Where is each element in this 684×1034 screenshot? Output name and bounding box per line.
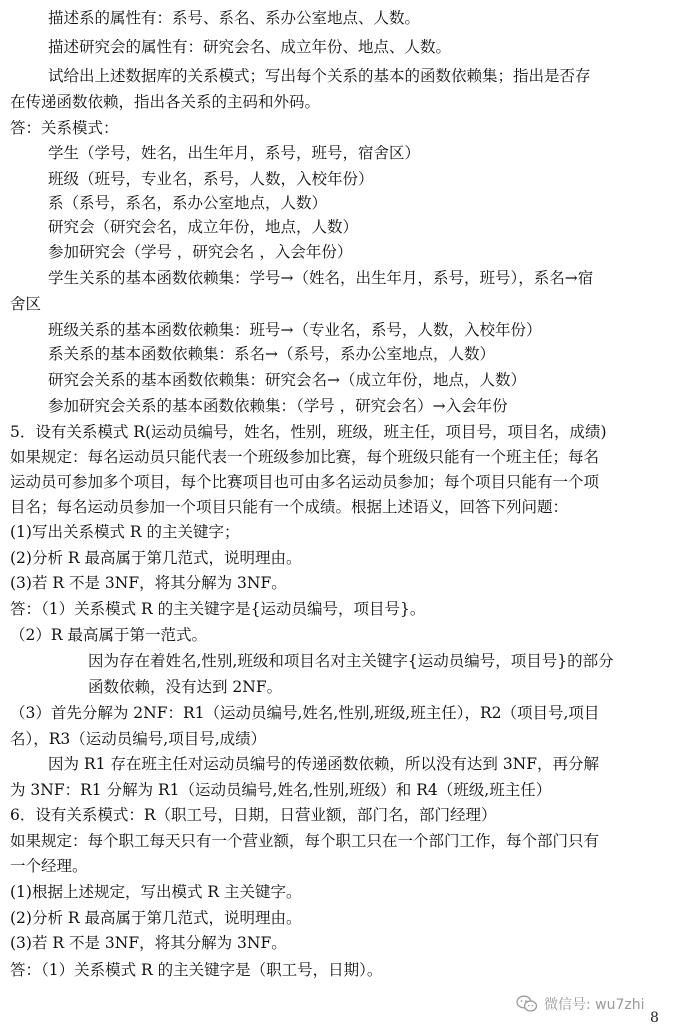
text-line: 函数依赖，没有达到 2NF。 (88, 678, 283, 696)
text-line: 因为存在着姓名,性别,班级和项目名对主关键字{运动员编号，项目号}的部分 (88, 652, 614, 670)
text-line: 为 3NF：R1 分解为 R1（运动员编号,姓名,性别,班级）和 R4（班级,班主任） (10, 781, 552, 799)
text-line: 因为 R1 存在班主任对运动员编号的传递函数依赖，所以没有达到 3NF，再分解 (48, 755, 599, 773)
text-line: 如果规定：每个职工每天只有一个营业额，每个职工只在一个部门工作，每个部门只有 (10, 832, 600, 850)
text-line: (3)若 R 不是 3NF，将其分解为 3NF。 (10, 934, 287, 952)
text-line: 描述研究会的属性有：研究会名、成立年份、地点、人数。 (48, 38, 452, 56)
text-line: 研究会（研究会名，成立年份，地点，人数） (48, 218, 359, 236)
text-line: 如果规定：每名运动员只能代表一个班级参加比赛，每个班级只能有一个班主任；每名 (10, 448, 600, 466)
text-line: （2）R 最高属于第一范式。 (10, 626, 207, 644)
text-line: 名），R3（运动员编号,项目号,成绩） (10, 730, 267, 748)
text-line: 班级（班号，专业名，系号，人数，入校年份） (48, 170, 374, 188)
text-line: 参加研究会（学号 ，研究会名 ，入会年份） (48, 243, 353, 261)
page-number: 8 (650, 1010, 659, 1026)
text-line: 描述系的属性有：系号、系名、系办公室地点、人数。 (48, 9, 421, 27)
text-line: 答：（1）关系模式 R 的主关键字是（职工号，日期）。 (10, 961, 383, 979)
text-line: 运动员可参加多个项目，每个比赛项目也可由多名运动员参加；每个项目只能有一个项 (10, 473, 600, 491)
text-line: 答：关系模式： (10, 119, 119, 137)
text-line: 在传递函数依赖，指出各关系的主码和外码。 (10, 93, 321, 111)
text-line: 学生关系的基本函数依赖集：学号→（姓名，出生年月，系号，班号），系名→宿 (48, 269, 594, 287)
text-line: (3)若 R 不是 3NF，将其分解为 3NF。 (10, 574, 287, 592)
text-line: 系（系号，系名，系办公室地点，人数） (48, 194, 328, 212)
text-line: 5．设有关系模式 R(运动员编号，姓名，性别，班级，班主任，项目号，项目名，成绩) (10, 423, 607, 441)
text-line: 班级关系的基本函数依赖集：班号→（专业名，系号，人数，入校年份） (48, 321, 542, 339)
text-line: 舍区 (10, 295, 42, 313)
text-line: 学生（学号，姓名，出生年月，系号，班号，宿舍区） (48, 144, 421, 162)
text-line: 答：（1）关系模式 R 的主关键字是{运动员编号，项目号}。 (10, 600, 426, 618)
text-line: (2)分析 R 最高属于第几范式，说明理由。 (10, 909, 302, 927)
text-line: 6．设有关系模式：R（职工号，日期，日营业额，部门名，部门经理） (10, 806, 497, 824)
text-line: 研究会关系的基本函数依赖集：研究会名→（成立年份，地点，人数） (48, 371, 526, 389)
watermark-text: 微信号: wu7zhi (544, 997, 645, 1013)
text-line: 试给出上述数据库的关系模式；写出每个关系的基本的函数依赖集；指出是否存 (48, 67, 591, 85)
text-line: 一个经理。 (10, 857, 88, 875)
text-line: 参加研究会关系的基本函数依赖集：（学号 ，研究会名）→入会年份 (48, 397, 508, 415)
text-line: 目名；每名运动员参加一个项目只能有一个成绩。根据上述语义，回答下列问题： (10, 498, 569, 516)
wechat-icon (516, 995, 538, 1013)
text-line: (1)根据上述规定，写出模式 R 主关键字。 (10, 883, 302, 901)
watermark (516, 994, 645, 1014)
text-line: （3）首先分解为 2NF：R1（运动员编号,姓名,性别,班级,班主任），R2（项目号,项目 (10, 704, 600, 722)
text-line: (2)分析 R 最高属于第几范式，说明理由。 (10, 549, 302, 567)
text-line: 系关系的基本函数依赖集：系名→（系号，系办公室地点，人数） (48, 345, 495, 363)
text-line: (1)写出关系模式 R 的主关键字； (10, 523, 240, 541)
